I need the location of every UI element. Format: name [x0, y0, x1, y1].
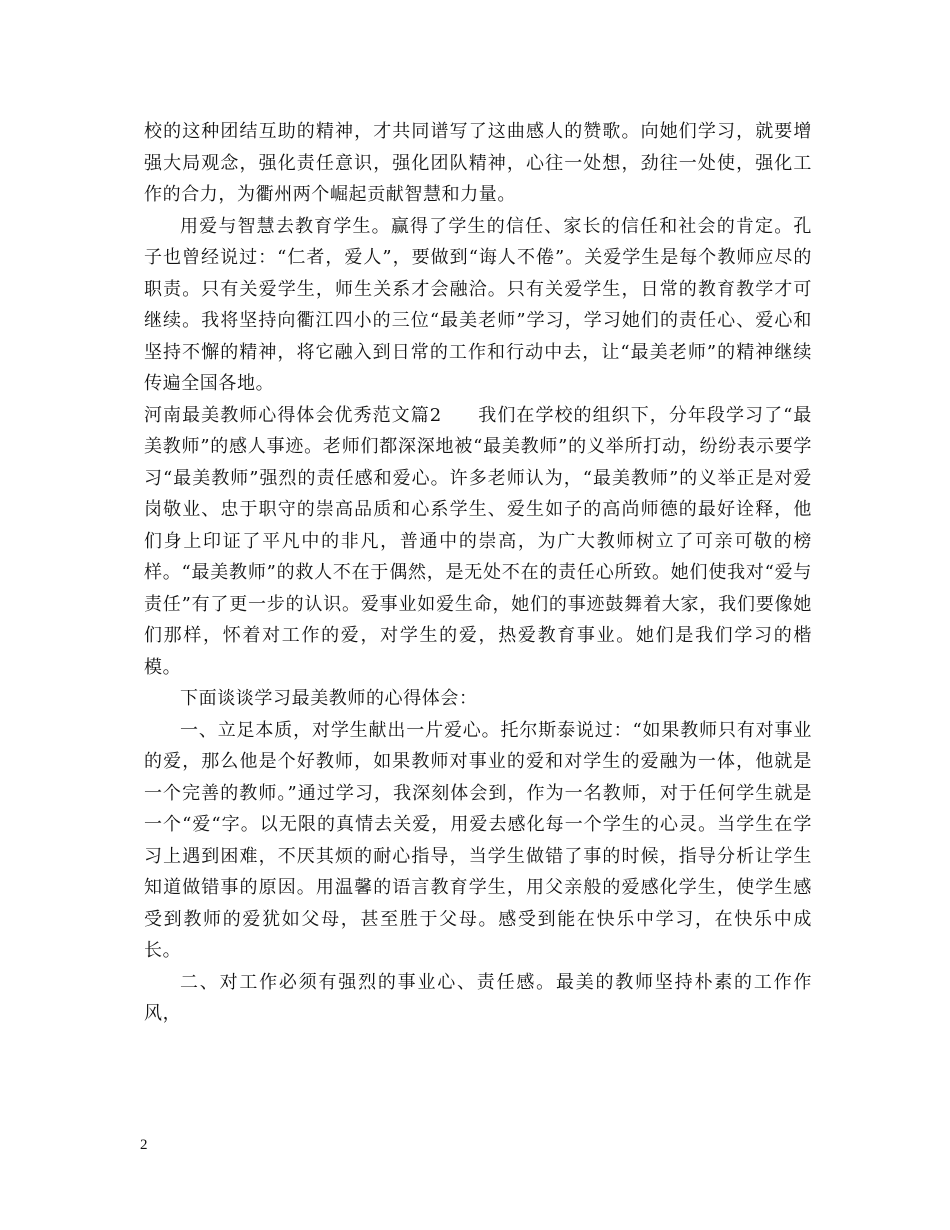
paragraph-3-body: 我们在学校的组织下，分年段学习了“最美教师”的感人事迹。老师们都深深地被“最美教师”的义举所打动，纷纷表示要学习“最美教师”强烈的责任感和爱心。许多老师认为，“最美教师”的义举正是对爱岗敬业、忠于职守的崇高品质和心系学生、爱生如子的高尚师德的最好诠释，他们身上印证了平凡中的非凡，普通中的崇高，为广大教师树立了可亲可敬的榜样。“最美教师”的救人不在于偶然，是无处不在的责任心所致。她们使我对“爱与责任”有了更一步的认识。爱事业如爱生命，她们的事迹鼓舞着大家，我们要像她们那样，怀着对工作的爱，对学生的爱，热爱教育事业。她们是我们学习的楷模。: [144, 404, 812, 678]
paragraph-6: 二、对工作必须有强烈的事业心、责任感。最美的教师坚持朴素的工作作风，: [144, 971, 812, 1024]
page-number: 2: [140, 1137, 148, 1153]
paragraph-4: 下面谈谈学习最美教师的心得体会：: [180, 688, 478, 709]
paragraph-5: 一、立足本质，对学生献出一片爱心。托尔斯泰说过：“如果教师只有对事业的爱，那么他是个好教师，如果教师对事业的爱和对学生的爱融为一体，他就是一个完善的教师。”通过学习，我深刻体会到，作为一名教师，对于任何学生就是一个“爱“字。以无限的真情去关爱，用爱去感化每一个学生的心灵。当学生在学习上遇到困难，不厌其烦的耐心指导，当学生做错了事的时候，指导分析让学生知道做错事的原因。用温馨的语言教育学生，用父亲般的爱感化学生，使学生感受到教师的爱犹如父母，甚至胜于父母。感受到能在快乐中学习，在快乐中成长。: [144, 719, 812, 961]
paragraph-2: 用爱与智慧去教育学生。赢得了学生的信任、家长的信任和社会的肯定。孔子也曾经说过：“仁者，爱人”，要做到“诲人不倦”。关爱学生是每个教师应尽的职责。只有关爱学生，师生关系才会融洽。只有关爱学生，日常的教育教学才可继续。我将坚持向衢江四小的三位“最美老师”学习，学习她们的责任心、爱心和坚持不懈的精神，将它融入到日常的工作和行动中去，让“最美老师”的精神继续传遍全国各地。: [144, 215, 812, 394]
paragraph-1: 校的这种团结互助的精神，才共同谱写了这曲感人的赞歌。向她们学习，就要增强大局观念，强化责任意识，强化团队精神，心往一处想，劲往一处使，强化工作的合力，为衢州两个崛起贡献智慧和力量。: [144, 121, 812, 205]
section-heading: 河南最美教师心得体会优秀范文篇2: [144, 404, 442, 426]
paragraph-3: [144, 400, 812, 684]
body-text: [144, 116, 812, 1030]
